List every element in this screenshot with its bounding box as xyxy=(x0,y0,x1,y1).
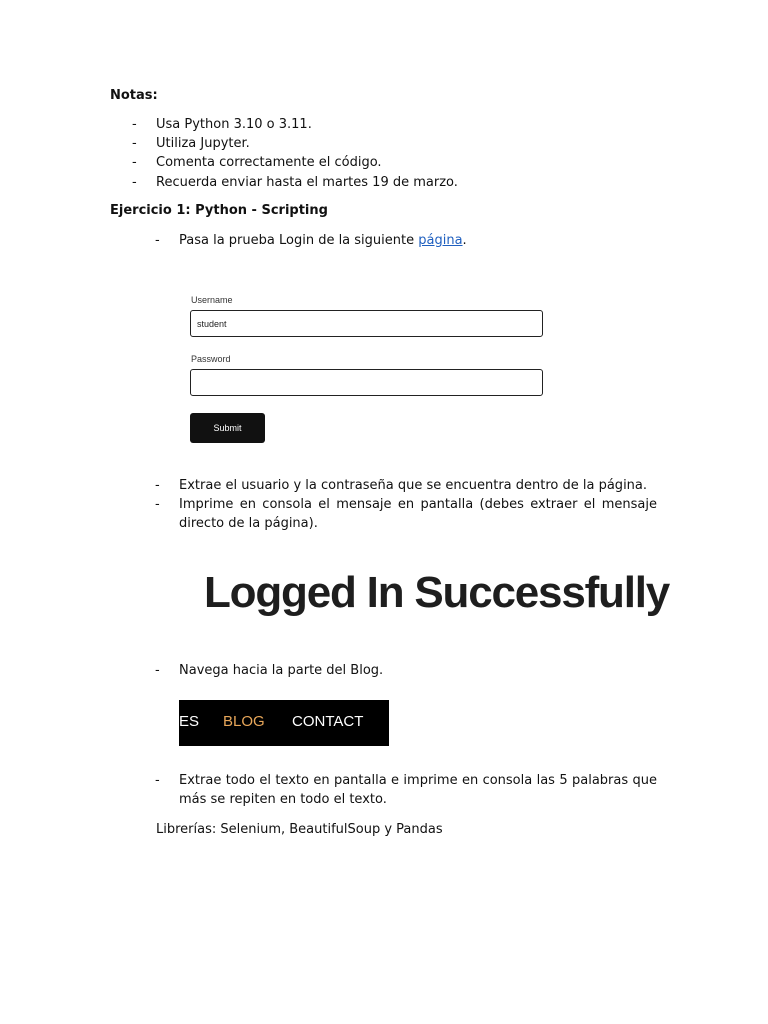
step-extract-credentials: Extrae el usuario y la contraseña que se encuentra dentro de la página. xyxy=(179,478,648,493)
navbar xyxy=(179,700,389,746)
bullet-dash: - xyxy=(132,117,137,132)
note-item: Utiliza Jupyter. xyxy=(156,136,250,151)
step-login-text: Pasa la prueba Login de la siguiente xyxy=(179,233,419,248)
bullet-dash: - xyxy=(155,663,160,678)
step-print-message: Imprime en consola el mensaje en pantalla (debes extraer el mensaje directo de la página). xyxy=(179,497,657,531)
exercise-title: Ejercicio 1: Python - Scripting xyxy=(110,203,328,218)
step-login-suffix: . xyxy=(462,233,467,248)
bullet-dash: - xyxy=(132,136,137,151)
step-word-count: Extrae todo el texto en pantalla e imprime en consola las 5 palabras que más se repiten en todo el texto. xyxy=(179,773,657,807)
success-message: Logged In Successfully xyxy=(204,568,670,617)
nav-item-contact[interactable]: CONTACT xyxy=(292,713,364,730)
notes-title: Notas: xyxy=(110,88,158,103)
bullet-dash: - xyxy=(155,497,160,512)
step-login xyxy=(179,231,467,250)
note-item: Comenta correctamente el código. xyxy=(156,155,382,170)
bullet-dash: - xyxy=(155,233,160,248)
bullet-dash: - xyxy=(132,155,137,170)
note-item: Usa Python 3.10 o 3.11. xyxy=(156,117,312,132)
username-input[interactable] xyxy=(190,310,543,337)
login-form xyxy=(190,290,550,450)
password-input[interactable] xyxy=(190,369,543,396)
username-label: Username xyxy=(191,295,233,305)
bullet-dash: - xyxy=(155,773,160,788)
pagina-link[interactable]: página xyxy=(418,233,463,248)
note-item: Recuerda enviar hasta el martes 19 de marzo. xyxy=(156,175,458,190)
bullet-dash: - xyxy=(132,175,137,190)
bullet-dash: - xyxy=(155,478,160,493)
password-label: Password xyxy=(191,354,231,364)
submit-button[interactable]: Submit xyxy=(190,413,265,443)
nav-item-blog[interactable]: BLOG xyxy=(223,713,265,730)
nav-item-es[interactable]: ES xyxy=(179,713,200,730)
step-navigate-blog: Navega hacia la parte del Blog. xyxy=(179,663,384,678)
libraries-text: Librerías: Selenium, BeautifulSoup y Pandas xyxy=(156,822,443,837)
